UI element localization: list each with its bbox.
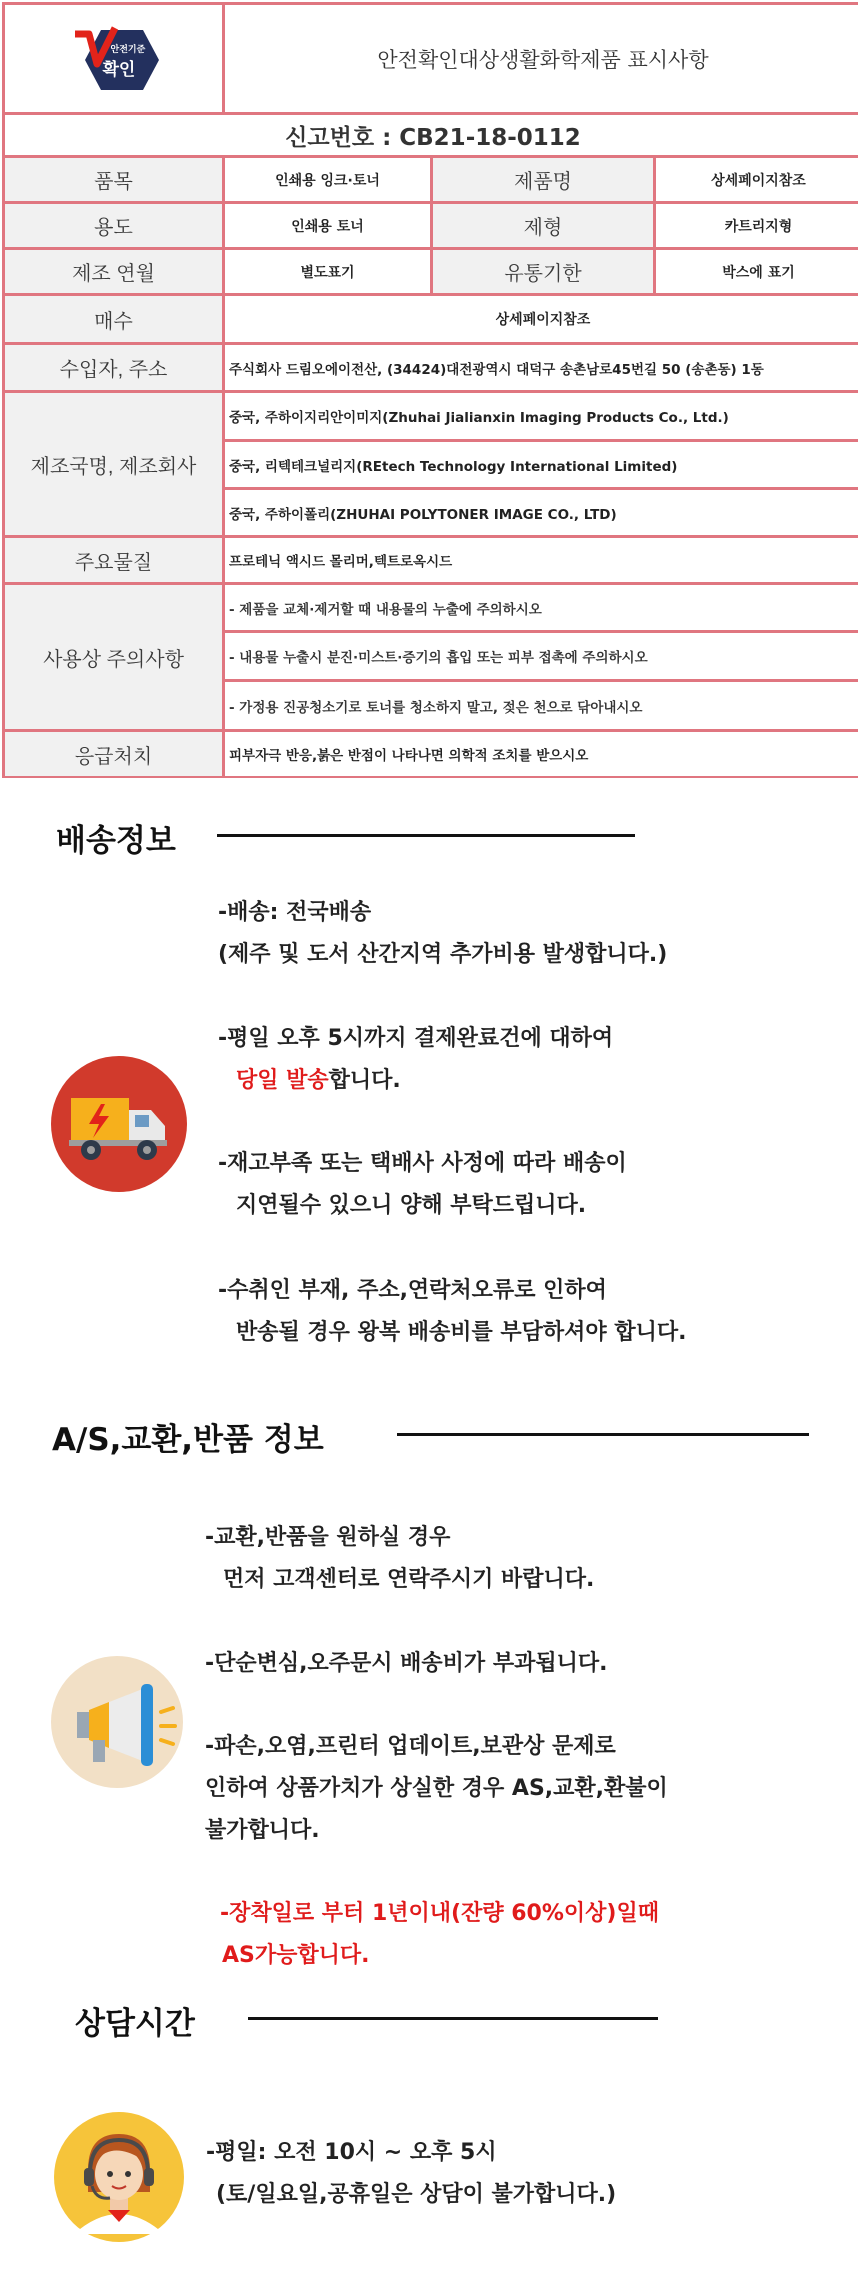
registration-number: 신고번호 : CB21-18-0112	[5, 115, 860, 155]
delivery-line: (제주 및 도서 산간지역 추가비용 발생합니다.)	[218, 942, 668, 967]
manufacturer-row: 중국, 리텍테크널리지(REtech Technology International Limited)	[225, 442, 860, 487]
manufacture-date-label: 제조 연월	[5, 250, 222, 293]
consult-title-rule	[248, 2017, 658, 2020]
safety-label-table	[2, 2, 858, 778]
same-day-shipping-highlight: 당일 발송	[236, 1068, 329, 1093]
manufacturer-label: 제조국명, 제조회사	[5, 393, 222, 535]
expiry-value: 박스에 표기	[656, 250, 860, 293]
delivery-truck-icon	[49, 1054, 189, 1194]
importer-label: 수입자, 주소	[5, 345, 222, 390]
delivery-line: 지연될수 있으니 양해 부탁드립니다.	[236, 1193, 587, 1218]
expiry-label: 유통기한	[433, 250, 653, 293]
as-title-rule	[397, 1433, 809, 1436]
form-label: 제형	[433, 204, 653, 247]
manufacturer-row: 중국, 주하이지리안이미지(Zhuhai Jialianxin Imaging Products Co., Ltd.)	[225, 393, 860, 439]
manufacture-date-value: 별도표기	[225, 250, 430, 293]
consult-line: (토/일요일,공휴일은 상담이 불가합니다.)	[216, 2182, 617, 2207]
customer-service-agent-icon	[52, 2110, 186, 2244]
delivery-line: 반송될 경우 왕복 배송비를 부담하셔야 합니다.	[236, 1320, 687, 1345]
manufacturer-row: 중국, 주하이폴리(ZHUHAI POLYTONER IMAGE CO., LTD)	[225, 490, 860, 535]
table-title: 안전확인대상생활화학제품 표시사항	[225, 5, 860, 112]
item-value: 인쇄용 잉크·토너	[225, 158, 430, 201]
consult-line: -평일: 오전 10시 ~ 오후 5시	[206, 2140, 497, 2165]
caution-label: 사용상 주의사항	[5, 585, 222, 729]
substance-label: 주요물질	[5, 538, 222, 582]
product-name-label: 제품명	[433, 158, 653, 201]
quantity-label: 매수	[5, 296, 222, 342]
as-section-title: A/S,교환,반품 정보	[52, 1422, 324, 1458]
caution-row: - 가정용 진공청소기로 토너를 청소하지 말고, 젖은 천으로 닦아내시오	[225, 682, 860, 729]
as-line: 먼저 고객센터로 연락주시기 바랍니다.	[223, 1567, 595, 1592]
consult-section-title: 상담시간	[75, 2006, 195, 2042]
logo-big-text: 확인	[102, 59, 136, 80]
form-value: 카트리지형	[656, 204, 860, 247]
first-aid-value: 피부자극 반응,붉은 반점이 나타나면 의학적 조치를 받으시오	[225, 732, 860, 776]
delivery-line: -재고부족 또는 택배사 사정에 따라 배송이	[218, 1151, 627, 1176]
as-line: -파손,오염,프린터 업데이트,보관상 문제로	[205, 1734, 616, 1759]
as-line: -단순변심,오주문시 배송비가 부과됩니다.	[205, 1651, 608, 1676]
product-name-value: 상세페이지참조	[656, 158, 860, 201]
delivery-section-title: 배송정보	[56, 823, 176, 859]
as-warranty-line: AS가능합니다.	[222, 1943, 370, 1968]
delivery-line: -평일 오후 5시까지 결제완료건에 대하여	[218, 1026, 614, 1051]
item-label: 품목	[5, 158, 222, 201]
delivery-title-rule	[217, 834, 635, 837]
safety-check-logo	[59, 22, 169, 96]
delivery-line: 당일 발송합니다.	[236, 1068, 401, 1093]
megaphone-icon	[49, 1654, 185, 1790]
as-line: -교환,반품을 원하실 경우	[205, 1525, 451, 1550]
as-line: 인하여 상품가치가 상실한 경우 AS,교환,환불이	[205, 1776, 668, 1801]
first-aid-label: 응급처치	[5, 732, 222, 776]
quantity-value: 상세페이지참조	[225, 296, 860, 342]
use-label: 용도	[5, 204, 222, 247]
logo-cell	[5, 5, 222, 112]
caution-row: - 내용물 누출시 분진·미스트·증기의 흡입 또는 피부 접촉에 주의하시오	[225, 633, 860, 679]
substance-value: 프로테닉 액시드 몰리머,텍트로옥시드	[225, 538, 860, 582]
delivery-line: -배송: 전국배송	[218, 900, 372, 925]
use-value: 인쇄용 토너	[225, 204, 430, 247]
delivery-line: -수취인 부재, 주소,연락처오류로 인하여	[218, 1278, 607, 1303]
as-line: 불가합니다.	[205, 1818, 320, 1843]
as-warranty-line: -장착일로 부터 1년이내(잔량 60%이상)일때	[220, 1901, 659, 1926]
importer-value: 주식회사 드림오에이전산, (34424)대전광역시 대덕구 송촌남로45번길 50 (송촌동) 1동	[225, 345, 860, 390]
logo-small-text: 안전기준	[110, 44, 146, 55]
caution-row: - 제품을 교체·제거할 때 내용물의 누출에 주의하시오	[225, 585, 860, 630]
